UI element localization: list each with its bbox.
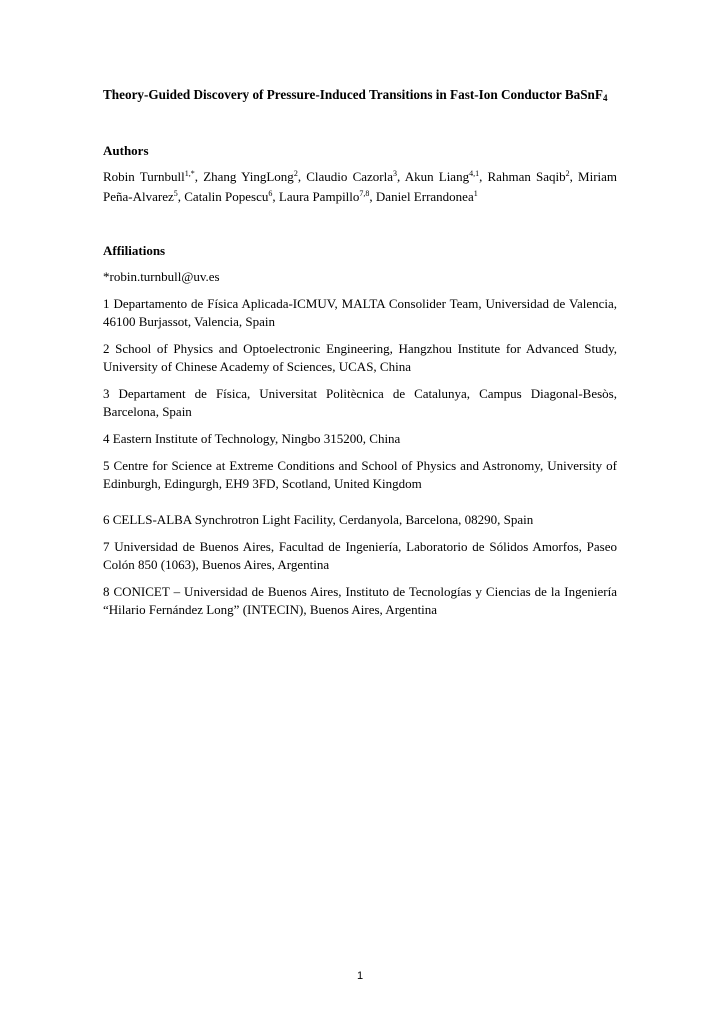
affiliation-item: 8 CONICET – Universidad de Buenos Aires, Instituto de Tecnologías y Ciencias de la Ingeniería “Hilario Fernández Long” (INTECIN), Buenos Aires, Argentina xyxy=(103,584,617,617)
author-name: Zhang YingLong xyxy=(203,169,294,184)
paper-title xyxy=(103,86,617,104)
page-number: 1 xyxy=(356,970,364,982)
author: Rahman Saqib$^2$, xyxy=(487,169,579,184)
author-affiliation-marker: 2 xyxy=(293,169,298,178)
corresponding-email[interactable]: *robin.turnbull@uv.es xyxy=(103,269,220,284)
affiliations-heading: Affiliations xyxy=(103,243,166,258)
paper-title-text: Theory-Guided Discovery of Pressure-Induced Transitions in Fast-Ion Conductor BaSnF xyxy=(103,87,603,102)
authors-heading: Authors xyxy=(103,143,149,158)
author: Claudio Cazorla$^3$, xyxy=(306,169,405,184)
affiliation-item: 1 Departamento de Física Aplicada-ICMUV, MALTA Consolider Team, Universidad de Valencia, 46100 Burjassot, Valencia, Spain xyxy=(103,296,617,329)
author-affiliation-marker: 3 xyxy=(393,169,397,178)
author-name: Laura Pampillo xyxy=(278,189,360,204)
author-affiliation-marker: 6 xyxy=(268,189,273,198)
affiliation-item: 7 Universidad de Buenos Aires, Facultad de Ingeniería, Laboratorio de Sólidos Amorfos, Paseo Colón 850 (1063), Buenos Aires, Argentina xyxy=(103,539,617,572)
page-content xyxy=(103,86,617,619)
author: Zhang YingLong$^2$, xyxy=(203,169,307,184)
affiliation-item: 5 Centre for Science at Extreme Conditions and School of Physics and Astronomy, University of Edinburgh, Edingurgh, EH9 3FD, Scotland, United Kingdom xyxy=(103,458,617,491)
author-name: Akun Liang xyxy=(404,169,470,184)
author-name: Catalin Popescu xyxy=(184,189,269,204)
author: Akun Liang$^{4,1}$, xyxy=(404,169,488,184)
author-list xyxy=(103,167,617,207)
author-name: Miriam Peña-Alvarez xyxy=(103,169,618,204)
author-affiliation-marker: 1,* xyxy=(184,169,195,178)
paper-title-subscript: 4 xyxy=(602,93,608,103)
author: Robin Turnbull$^{1,*}$, xyxy=(103,169,204,184)
affiliation-item: 4 Eastern Institute of Technology, Ningbo 315200, China xyxy=(103,431,401,446)
author-name: Daniel Errandonea xyxy=(375,189,474,204)
author-name: Claudio Cazorla xyxy=(306,169,393,184)
affiliation-item: 6 CELLS-ALBA Synchrotron Light Facility, Cerdanyola, Barcelona, 08290, Spain xyxy=(103,512,534,527)
author-affiliation-marker: 4,1 xyxy=(469,169,480,178)
author: Catalin Popescu$^6$, xyxy=(184,189,279,204)
author: Miriam Peña-Alvarez$^5$, xyxy=(103,169,618,204)
author-affiliation-marker: 2 xyxy=(565,169,570,178)
author: Laura Pampillo$^{7,8}$, xyxy=(278,189,376,204)
author-affiliation-marker: 7,8 xyxy=(359,189,370,198)
affiliation-item: 3 Departament de Física, Universitat Politècnica de Catalunya, Campus Diagonal-Besòs, Barcelona, Spain xyxy=(103,386,617,419)
author-affiliation-marker: 1 xyxy=(473,189,478,198)
author-affiliation-marker: 5 xyxy=(173,189,178,198)
author-name: Rahman Saqib xyxy=(487,169,566,184)
author xyxy=(376,189,478,204)
affiliation-item: 2 School of Physics and Optoelectronic Engineering, Hangzhou Institute for Advanced Study, University of Chinese Academy of Sciences, UCAS, China xyxy=(103,341,617,374)
author-name: Robin Turnbull xyxy=(103,169,185,184)
